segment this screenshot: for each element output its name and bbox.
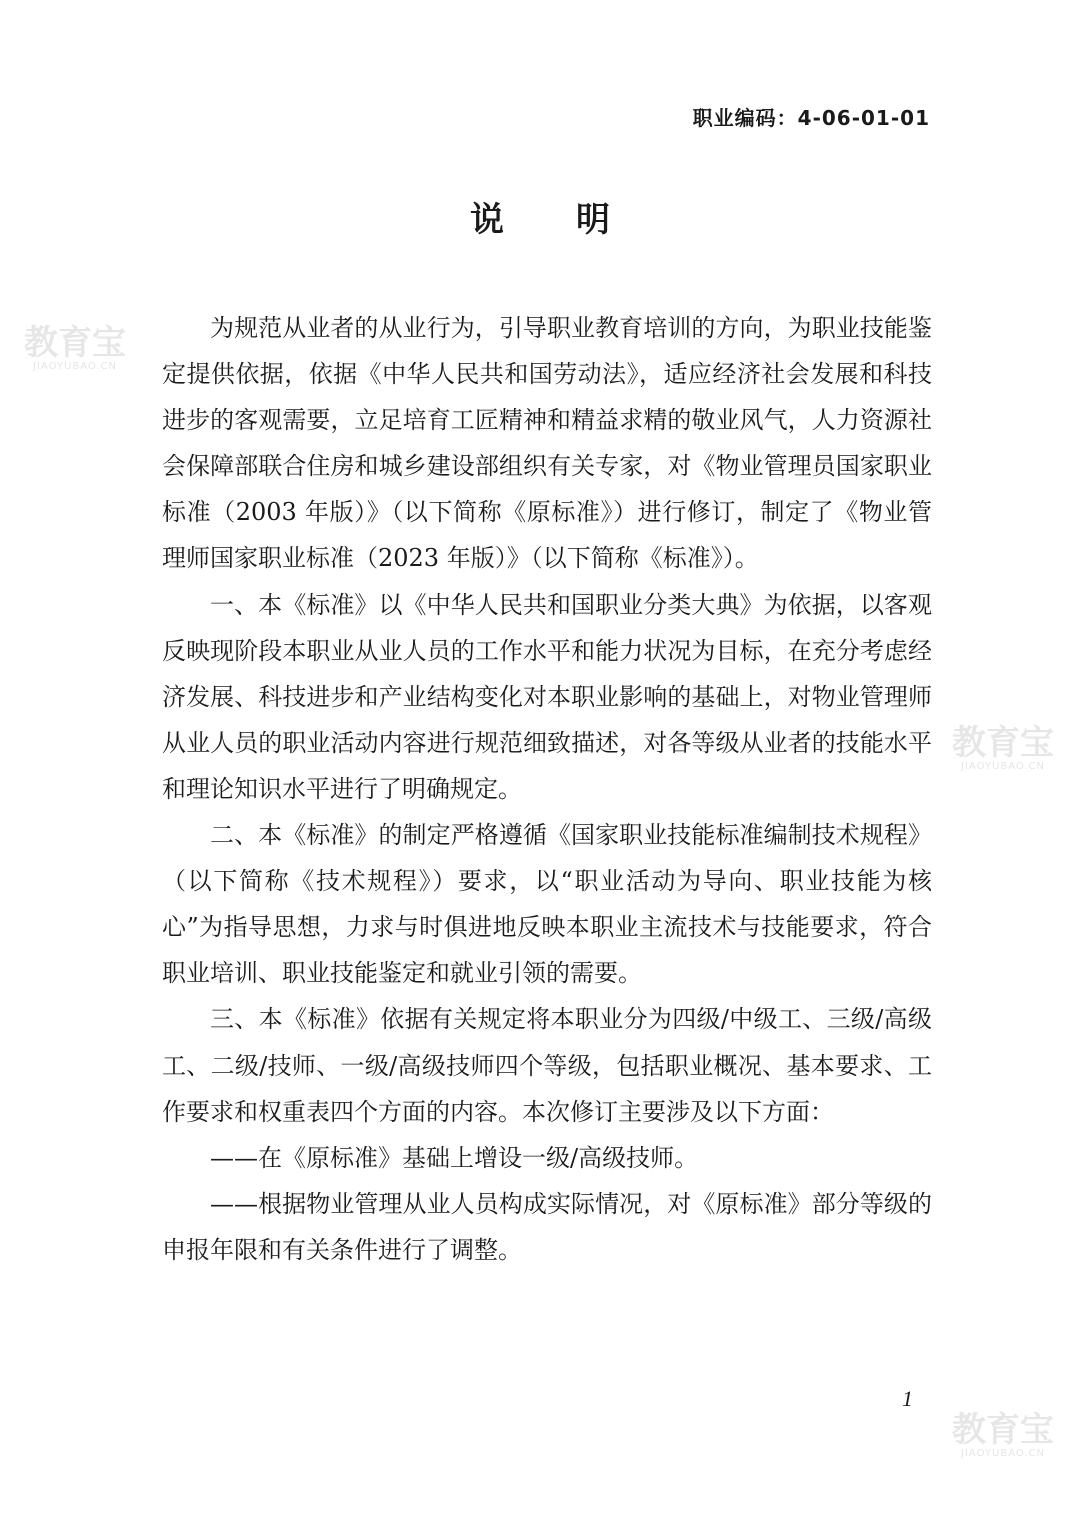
watermark-text: 教育宝 xyxy=(952,1410,1054,1450)
watermark-text: 教育宝 xyxy=(24,323,126,363)
page-title: 说明 xyxy=(470,200,682,240)
document-body xyxy=(162,305,932,1273)
paragraph-item-1: 一、本《标准》以《中华人民共和国职业分类大典》为依据，以客观反映现阶段本职业从业人员的工作水平和能力状况为目标，在充分考虑经济发展、科技进步和产业结构变化对本职业影响的基础上，对物业管理师从业人员的职业活动内容进行规范细致描述，对各等级从业者的技能水平和理论知识水平进行了明确规定。 xyxy=(162,590,932,803)
watermark-url: JIAOYUBAO.CN xyxy=(33,361,117,372)
paragraph-item-2: 二、本《标准》的制定严格遵循《国家职业技能标准编制技术规程》（以下简称《技术规程》）要求，以“职业活动为导向、职业技能为核心”为指导思想，力求与时俱进地反映本职业主流技术与技能要求，符合职业培训、职业技能鉴定和就业引领的需要。 xyxy=(162,821,932,988)
paragraph-dash-1: ——在《原标准》基础上增设一级/高级技师。 xyxy=(210,1143,699,1172)
paragraph-item-3: 三、本《标准》依据有关规定将本职业分为四级/中级工、三级/高级工、二级/技师、一级/高级技师四个等级，包括职业概况、基本要求、工作要求和权重表四个方面的内容。本次修订主要涉及以下方面： xyxy=(162,1005,932,1126)
page-number: 1 xyxy=(902,1386,913,1411)
watermark-logo xyxy=(20,325,130,373)
watermark-logo xyxy=(948,1412,1058,1460)
paragraph-intro: 为规范从业者的从业行为，引导职业教育培训的方向，为职业技能鉴定提供依据，依据《中华人民共和国劳动法》，适应经济社会发展和科技进步的客观需要，立足培育工匠精神和精益求精的敬业风气，人力资源社会保障部联合住房和城乡建设部组织有关专家，对《物业管理员国家职业标准（2003 年版）》（以下简称《原标准》）进行修订，制定了《物业管理师国家职业标准（2023 年版）》（以下简称《标准》）。 xyxy=(162,314,932,573)
watermark-url: JIAOYUBAO.CN xyxy=(961,761,1045,772)
watermark-logo xyxy=(948,725,1058,773)
watermark-url: JIAOYUBAO.CN xyxy=(961,1448,1045,1459)
paragraph-dash-2: ——根据物业管理从业人员构成实际情况，对《原标准》部分等级的申报年限和有关条件进行了调整。 xyxy=(162,1189,932,1264)
occupation-code: 职业编码：4-06-01-01 xyxy=(692,106,930,130)
watermark-text: 教育宝 xyxy=(952,723,1054,763)
